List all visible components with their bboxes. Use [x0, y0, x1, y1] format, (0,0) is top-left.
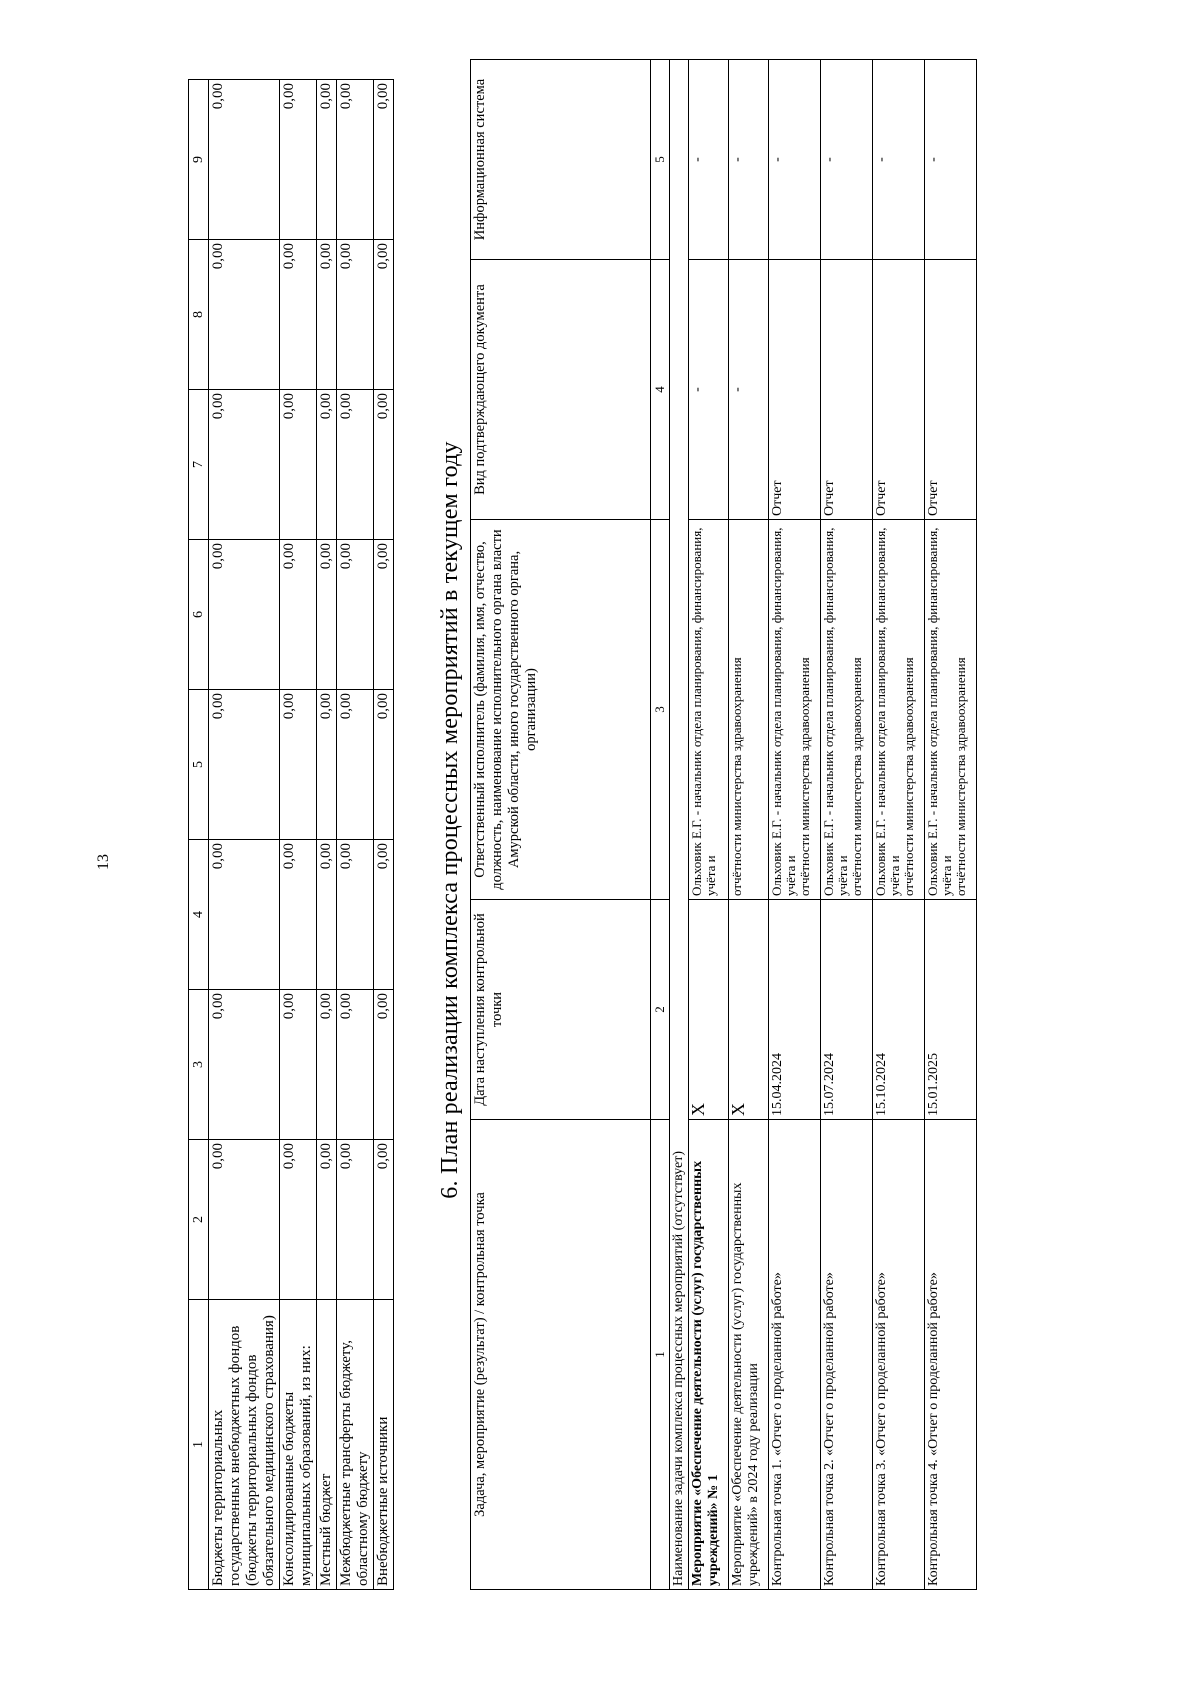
plan-row-name: Контрольная точка 2. «Отчет о проделанной работе» [821, 1120, 873, 1590]
budget-sources-table [188, 79, 394, 1590]
budget-value: 0,00 [317, 240, 337, 390]
budget-value: 0,00 [374, 690, 394, 840]
plan-row-executor [873, 520, 925, 900]
plan-index-cell: 3 [651, 520, 670, 900]
plan-header-row [471, 60, 651, 1590]
budget-value: 0,00 [209, 690, 280, 840]
plan-index-cell: 4 [651, 260, 670, 520]
budget-value: 0,00 [374, 990, 394, 1140]
budget-row-label: Внебюджетные источники [374, 1300, 394, 1590]
budget-value: 0,00 [209, 390, 280, 540]
plan-col-header-executor: Ответственный исполнитель (фамилия, имя, отчество, должность, наименование исполнительного органа власти Амурской области, иного государственного органа, организации) [471, 520, 651, 900]
page-number: 13 [95, 854, 112, 870]
plan-col-header-system: Информационная система [471, 60, 651, 260]
plan-row-document: Отчет [873, 260, 925, 520]
plan-row-date: 15.04.2024 [769, 900, 821, 1120]
plan-row-date: X [729, 900, 769, 1120]
plan-index-cell: 5 [651, 60, 670, 260]
budget-value: 0,00 [209, 990, 280, 1140]
budget-value: 0,00 [374, 1140, 394, 1300]
executor-line: отчётности министерства здравоохранения [797, 657, 812, 896]
budget-value: 0,00 [317, 540, 337, 690]
budget-value: 0,00 [374, 840, 394, 990]
budget-col-header: 4 [189, 840, 209, 990]
table-row [337, 80, 374, 1590]
rotated-landscape-page [188, 50, 1088, 1590]
budget-col-header: 3 [189, 990, 209, 1140]
budget-value: 0,00 [374, 240, 394, 390]
table-row [769, 60, 821, 1590]
executor-line: Ольховик Е.Г. - начальник отдела планирования, финансирования, учёта и [769, 527, 798, 896]
budget-value: 0,00 [209, 840, 280, 990]
budget-value: 0,00 [209, 1140, 280, 1300]
executor-line: Ольховик Е.Г. - начальник отдела планирования, финансирования, учёта и [925, 527, 954, 896]
budget-row-label: Консолидированные бюджеты муниципальных образований, из них: [280, 1300, 317, 1590]
budget-value: 0,00 [374, 80, 394, 240]
plan-row-name: Контрольная точка 1. «Отчет о проделанной работе» [769, 1120, 821, 1590]
budget-value: 0,00 [280, 540, 317, 690]
plan-row-document: Отчет [821, 260, 873, 520]
plan-index-cell: 1 [651, 1120, 670, 1590]
plan-row-system: - [769, 60, 821, 260]
budget-value: 0,00 [280, 690, 317, 840]
table-row [209, 80, 280, 1590]
plan-col-header-date: Дата наступления контрольной точки [471, 900, 651, 1120]
budget-value: 0,00 [280, 990, 317, 1140]
plan-row-document: Отчет [925, 260, 977, 520]
budget-value: 0,00 [280, 840, 317, 990]
budget-value: 0,00 [337, 240, 374, 390]
budget-value: 0,00 [337, 390, 374, 540]
plan-row-system: - [689, 60, 729, 260]
plan-row-system: - [821, 60, 873, 260]
plan-row-date: X [689, 900, 729, 1120]
table-row [925, 60, 977, 1590]
budget-row-label: Бюджеты территориальных государственных внебюджетных фондов (бюджеты территориальных фондов обязательного медицинского страхования) [209, 1300, 280, 1590]
budget-header-row [189, 80, 209, 1590]
plan-row-name: Контрольная точка 4. «Отчет о проделанной работе» [925, 1120, 977, 1590]
plan-row-date: 15.10.2024 [873, 900, 925, 1120]
plan-row-executor [925, 520, 977, 900]
budget-col-header: 5 [189, 690, 209, 840]
plan-index-cell: 2 [651, 900, 670, 1120]
plan-row-date: 15.07.2024 [821, 900, 873, 1120]
plan-row-executor [769, 520, 821, 900]
budget-value: 0,00 [280, 80, 317, 240]
executor-line: Ольховик Е.Г. - начальник отдела планирования, финансирования, учёта и [821, 527, 850, 896]
budget-value: 0,00 [337, 1140, 374, 1300]
budget-value: 0,00 [337, 990, 374, 1140]
executor-line: Ольховик Е.Г. - начальник отдела планирования, финансирования, учёта и [873, 527, 902, 896]
budget-value: 0,00 [317, 390, 337, 540]
table-row [374, 80, 394, 1590]
budget-value: 0,00 [374, 390, 394, 540]
plan-task-row [670, 60, 689, 1590]
budget-value: 0,00 [209, 80, 280, 240]
plan-row-document: Отчет [769, 260, 821, 520]
budget-value: 0,00 [374, 540, 394, 690]
budget-col-header: 7 [189, 390, 209, 540]
budget-value: 0,00 [337, 80, 374, 240]
task-name-cell: Наименование задачи комплекса процессных мероприятий (отсутствует) [670, 60, 689, 1590]
budget-value: 0,00 [280, 1140, 317, 1300]
budget-value: 0,00 [317, 990, 337, 1140]
plan-index-row [651, 60, 670, 1590]
budget-row-label: Межбюджетные трансферты бюджету, областному бюджету [337, 1300, 374, 1590]
budget-value: 0,00 [209, 240, 280, 390]
budget-value: 0,00 [317, 80, 337, 240]
budget-value: 0,00 [317, 840, 337, 990]
plan-row-date: 15.01.2025 [925, 900, 977, 1120]
budget-value: 0,00 [337, 690, 374, 840]
table-row [821, 60, 873, 1590]
executor-line: отчётности министерства здравоохранения [901, 657, 916, 896]
budget-row-label: Местный бюджет [317, 1300, 337, 1590]
budget-value: 0,00 [280, 240, 317, 390]
budget-col-header: 9 [189, 80, 209, 240]
plan-col-header-document: Вид подтверждающего документа [471, 260, 651, 520]
plan-row-executor [821, 520, 873, 900]
executor-line: Ольховик Е.Г. - начальник отдела планирования, финансирования, учёта и [689, 527, 718, 896]
budget-value: 0,00 [337, 840, 374, 990]
plan-row-system: - [873, 60, 925, 260]
table-row [873, 60, 925, 1590]
budget-col-header: 8 [189, 240, 209, 390]
table-row [280, 80, 317, 1590]
plan-row-name: Мероприятие «Обеспечение деятельности (услуг) государственных учреждений» в 2024 году реализации [729, 1120, 769, 1590]
budget-value: 0,00 [317, 1140, 337, 1300]
executor-line: отчётности министерства здравоохранения [729, 657, 744, 896]
plan-col-header-task: Задача, мероприятие (результат) / контрольная точка [471, 1120, 651, 1590]
plan-row-name: Мероприятие «Обеспечение деятельности (услуг) государственных учреждений» № 1 [689, 1120, 729, 1590]
table-row [729, 60, 769, 1590]
plan-row-executor [729, 520, 769, 900]
table-row [317, 80, 337, 1590]
table-row [689, 60, 729, 1590]
executor-line: отчётности министерства здравоохранения [953, 657, 968, 896]
plan-row-system: - [729, 60, 769, 260]
budget-value: 0,00 [280, 390, 317, 540]
executor-line: отчётности министерства здравоохранения [849, 657, 864, 896]
budget-value: 0,00 [337, 540, 374, 690]
section-title: 6. План реализации комплекса процессных мероприятий в текущем году [437, 441, 463, 1199]
plan-row-system: - [925, 60, 977, 260]
budget-col-header: 1 [189, 1300, 209, 1590]
plan-table [470, 59, 977, 1590]
plan-row-executor [689, 520, 729, 900]
budget-col-header: 2 [189, 1140, 209, 1300]
plan-row-name: Контрольная точка 3. «Отчет о проделанной работе» [873, 1120, 925, 1590]
budget-col-header: 6 [189, 540, 209, 690]
plan-row-document: - [729, 260, 769, 520]
budget-value: 0,00 [317, 690, 337, 840]
plan-row-document: - [689, 260, 729, 520]
budget-value: 0,00 [209, 540, 280, 690]
